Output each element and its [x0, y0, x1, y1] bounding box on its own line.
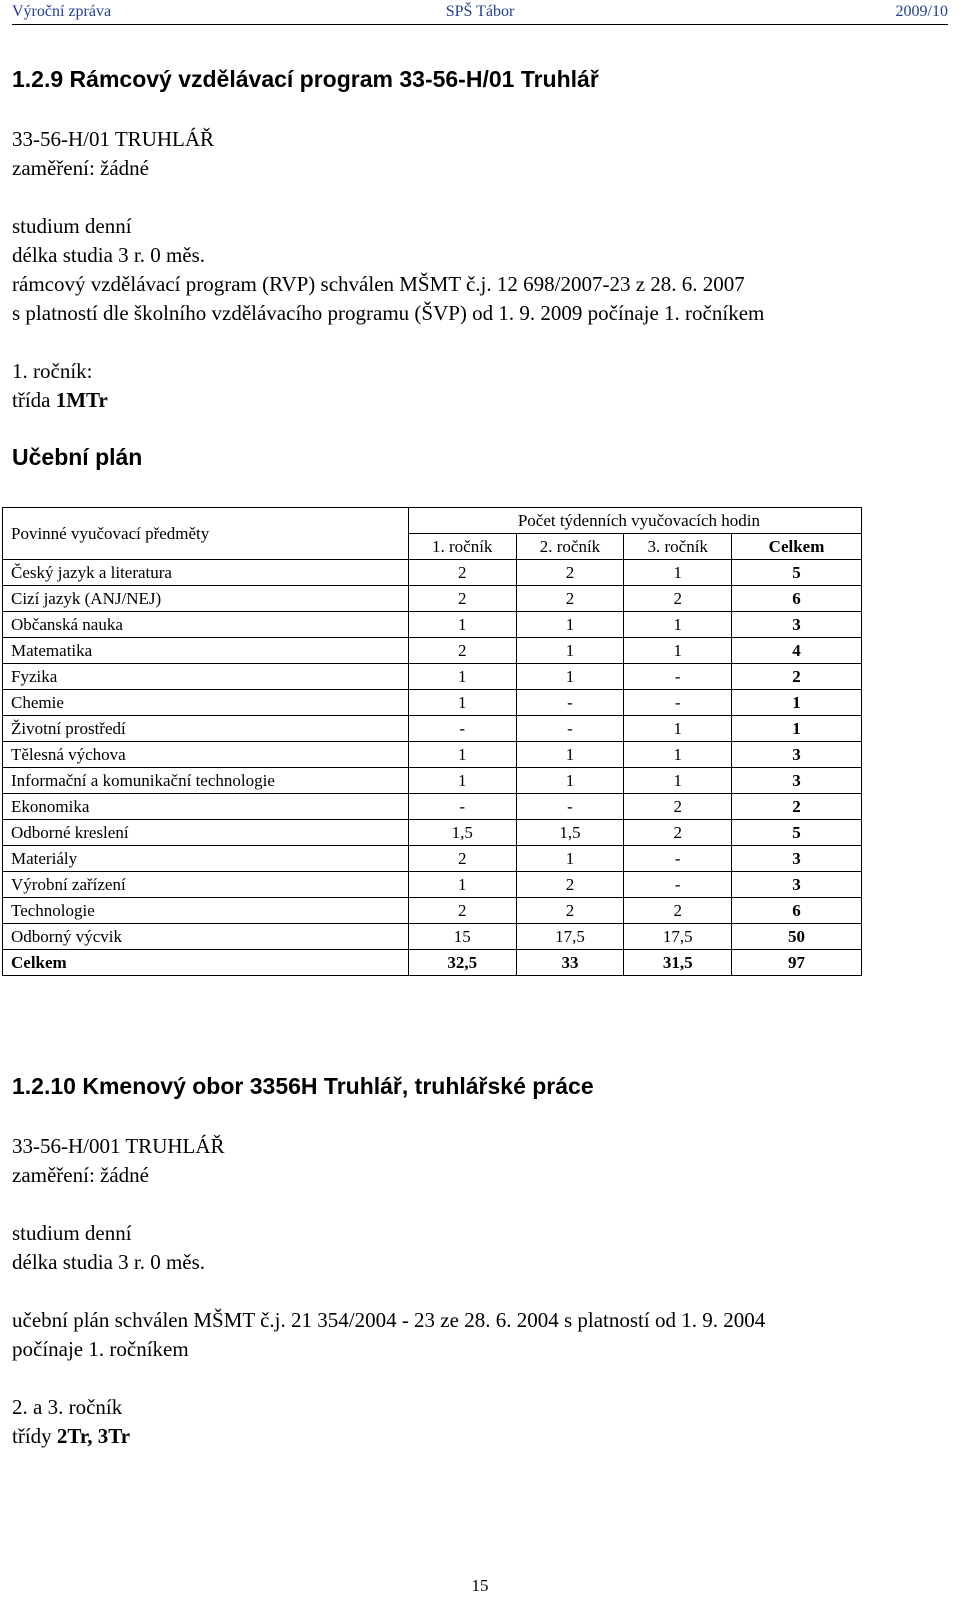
year-3-cell: 17,5 [624, 924, 732, 950]
year-3-cell: 2 [624, 586, 732, 612]
subject-cell: Fyzika [3, 664, 409, 690]
section-2-year: 2. a 3. ročník [12, 1395, 123, 1419]
table-total-row [3, 950, 862, 976]
section-1-rvp: rámcový vzdělávací program (RVP) schválen MŠMT č.j. 12 698/2007-23 z 28. 6. 2007 [12, 272, 745, 296]
year-2-cell: 17,5 [516, 924, 624, 950]
table-row [3, 638, 862, 664]
total-cell: 5 [732, 820, 862, 846]
total-cell: 3 [732, 846, 862, 872]
table-row [3, 924, 862, 950]
subject-cell: Materiály [3, 846, 409, 872]
column-header-year-1: 1. ročník [408, 534, 516, 560]
year-2-cell: 1 [516, 742, 624, 768]
total-cell: 6 [732, 586, 862, 612]
year-1-cell: 1 [408, 612, 516, 638]
section-2-code: 33-56-H/001 TRUHLÁŘ [12, 1134, 225, 1158]
total-cell: 97 [732, 950, 862, 976]
hours-group-header: Počet týdenních vyučovacích hodin [408, 508, 861, 534]
year-2-cell: 1 [516, 768, 624, 794]
table-row [3, 872, 862, 898]
year-3-cell: 1 [624, 742, 732, 768]
table-header-row [3, 508, 862, 534]
year-1-cell: 2 [408, 638, 516, 664]
subject-cell: Český jazyk a literatura [3, 560, 409, 586]
year-1-cell: 32,5 [408, 950, 516, 976]
total-cell: 3 [732, 872, 862, 898]
section-1-title: 1.2.9 Rámcový vzdělávací program 33-56-H/01 Truhlář [12, 66, 599, 92]
year-2-cell: 2 [516, 898, 624, 924]
section-1-year: 1. ročník: [12, 359, 93, 383]
year-1-cell: 1 [408, 664, 516, 690]
year-3-cell: - [624, 690, 732, 716]
page-number: 15 [471, 1576, 489, 1595]
year-1-cell: 1 [408, 872, 516, 898]
section-1-duration: délka studia 3 r. 0 měs. [12, 243, 206, 267]
year-3-cell: 1 [624, 612, 732, 638]
header-doc-title: Výroční zpráva [12, 3, 112, 20]
table-row [3, 820, 862, 846]
subject-cell: Matematika [3, 638, 409, 664]
year-1-cell: - [408, 794, 516, 820]
total-cell: 1 [732, 716, 862, 742]
subject-cell: Tělesná výchova [3, 742, 409, 768]
year-2-cell: - [516, 690, 624, 716]
table-row [3, 664, 862, 690]
section-1-focus: zaměření: žádné [12, 156, 149, 180]
year-1-cell: 1 [408, 768, 516, 794]
year-1-cell: 1,5 [408, 820, 516, 846]
year-2-cell: 2 [516, 586, 624, 612]
total-cell: 2 [732, 794, 862, 820]
table-row [3, 846, 862, 872]
class-prefix: třída [12, 388, 56, 412]
year-2-cell: 2 [516, 560, 624, 586]
year-3-cell: - [624, 664, 732, 690]
year-3-cell: 31,5 [624, 950, 732, 976]
year-3-cell: 1 [624, 560, 732, 586]
class-name: 2Tr, 3Tr [56, 1424, 131, 1448]
year-2-cell: - [516, 794, 624, 820]
total-cell: 50 [732, 924, 862, 950]
year-3-cell: 1 [624, 638, 732, 664]
subject-cell: Odborný výcvik [3, 924, 409, 950]
year-3-cell: 1 [624, 768, 732, 794]
section-2-duration: délka studia 3 r. 0 měs. [12, 1250, 206, 1274]
subject-cell: Odborné kreslení [3, 820, 409, 846]
year-2-cell: - [516, 716, 624, 742]
section-2-study-form: studium denní [12, 1221, 132, 1245]
column-header-total: Celkem [732, 534, 862, 560]
total-cell: 1 [732, 690, 862, 716]
subject-cell: Informační a komunikační technologie [3, 768, 409, 794]
year-1-cell: 1 [408, 742, 516, 768]
table-row [3, 690, 862, 716]
class-prefix: třídy [12, 1424, 57, 1448]
curriculum-table [2, 507, 862, 976]
subject-cell: Technologie [3, 898, 409, 924]
total-cell: 4 [732, 638, 862, 664]
total-cell: 3 [732, 768, 862, 794]
column-header-year-3: 3. ročník [624, 534, 732, 560]
year-2-cell: 1 [516, 612, 624, 638]
column-header-year-2: 2. ročník [516, 534, 624, 560]
section-1-code: 33-56-H/01 TRUHLÁŘ [12, 127, 215, 151]
year-3-cell: 2 [624, 794, 732, 820]
total-cell: 3 [732, 612, 862, 638]
year-3-cell: 1 [624, 716, 732, 742]
section-2-class [12, 1422, 130, 1450]
table-row [3, 742, 862, 768]
subject-column-header: Povinné vyučovací předměty [3, 508, 409, 560]
class-name: 1MTr [55, 388, 108, 412]
section-1-study-form: studium denní [12, 214, 132, 238]
total-cell: 3 [732, 742, 862, 768]
year-3-cell: - [624, 872, 732, 898]
table-row [3, 716, 862, 742]
section-2-focus: zaměření: žádné [12, 1163, 149, 1187]
year-2-cell: 33 [516, 950, 624, 976]
header-school: SPŠ Tábor [445, 3, 515, 20]
section-2-plan-approval: učební plán schválen MŠMT č.j. 21 354/2004 - 23 ze 28. 6. 2004 s platností od 1. 9. 2004 [12, 1308, 766, 1332]
year-2-cell: 1 [516, 846, 624, 872]
plan-heading: Učební plán [12, 444, 143, 470]
table-row [3, 560, 862, 586]
year-2-cell: 1,5 [516, 820, 624, 846]
subject-cell: Cizí jazyk (ANJ/NEJ) [3, 586, 409, 612]
year-2-cell: 1 [516, 638, 624, 664]
year-1-cell: 2 [408, 846, 516, 872]
total-cell: 5 [732, 560, 862, 586]
year-2-cell: 2 [516, 872, 624, 898]
subject-cell: Občanská nauka [3, 612, 409, 638]
year-3-cell: 2 [624, 820, 732, 846]
page-header [12, 0, 948, 25]
table-row [3, 794, 862, 820]
table-row [3, 586, 862, 612]
section-2-title: 1.2.10 Kmenový obor 3356H Truhlář, truhlářské práce [12, 1073, 594, 1099]
section-2-plan-start: počínaje 1. ročníkem [12, 1337, 189, 1361]
subject-cell: Chemie [3, 690, 409, 716]
subject-cell: Výrobní zařízení [3, 872, 409, 898]
table-row [3, 612, 862, 638]
year-2-cell: 1 [516, 664, 624, 690]
total-cell: 2 [732, 664, 862, 690]
year-1-cell: 2 [408, 586, 516, 612]
subject-cell: Celkem [3, 950, 409, 976]
section-1-class [12, 386, 108, 414]
year-1-cell: 1 [408, 690, 516, 716]
year-3-cell: - [624, 846, 732, 872]
section-1-svp: s platností dle školního vzdělávacího programu (ŠVP) od 1. 9. 2009 počínaje 1. ročníkem [12, 301, 765, 325]
subject-cell: Ekonomika [3, 794, 409, 820]
year-3-cell: 2 [624, 898, 732, 924]
subject-cell: Životní prostředí [3, 716, 409, 742]
table-row [3, 898, 862, 924]
header-year: 2009/10 [895, 3, 948, 20]
table-row [3, 768, 862, 794]
year-1-cell: 2 [408, 898, 516, 924]
year-1-cell: 2 [408, 560, 516, 586]
year-1-cell: - [408, 716, 516, 742]
year-1-cell: 15 [408, 924, 516, 950]
total-cell: 6 [732, 898, 862, 924]
